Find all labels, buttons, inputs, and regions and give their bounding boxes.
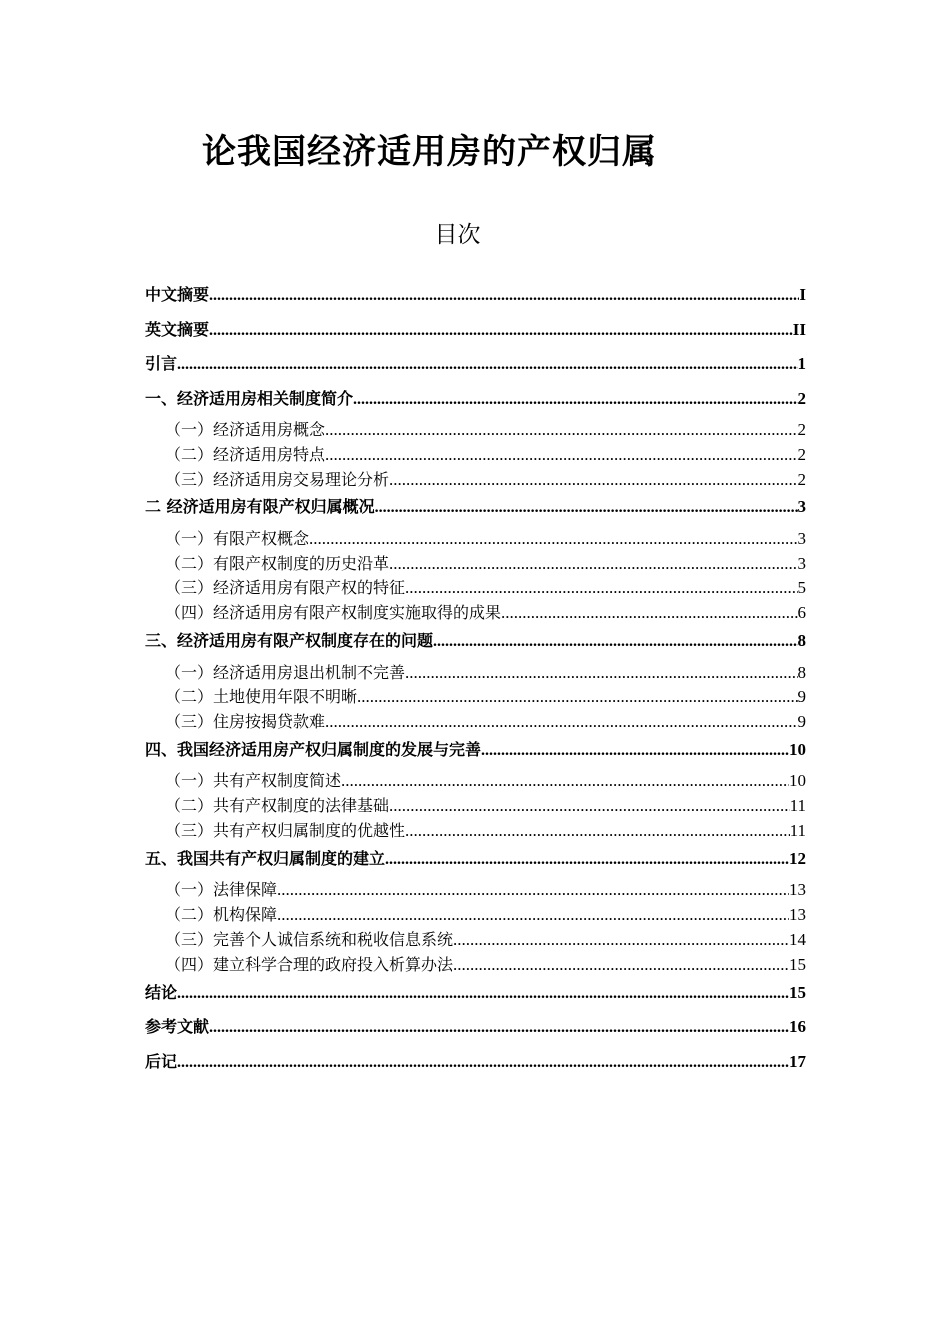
- toc-entry-label: （一）共有产权制度简述: [165, 769, 341, 794]
- toc-leader-dots: [209, 1013, 789, 1043]
- toc-entry-chapter[interactable]: [145, 978, 806, 1013]
- toc-entry-chapter[interactable]: [145, 844, 806, 879]
- toc-entry-section[interactable]: [145, 769, 806, 794]
- toc-entry-page-number: 13: [789, 903, 806, 928]
- toc-entry-page-number: 3: [798, 527, 807, 552]
- toc-entry-page-number: 9: [798, 685, 807, 710]
- toc-leader-dots: [209, 281, 799, 311]
- toc-entry-page-number: 3: [798, 552, 807, 577]
- toc-entry-page-number: 10: [789, 735, 806, 765]
- toc-entry-label: （二）经济适用房特点: [165, 443, 325, 468]
- toc-entry-label: （一）经济适用房概念: [165, 418, 325, 443]
- toc-entry-section[interactable]: [145, 418, 806, 443]
- toc-leader-dots: [209, 316, 793, 346]
- toc-leader-dots: [453, 953, 789, 978]
- toc-leader-dots: [177, 1048, 789, 1078]
- toc-leader-dots: [325, 443, 797, 468]
- toc-entry-label: 参考文献: [145, 1012, 209, 1042]
- toc-entry-label: 一、经济适用房相关制度简介: [145, 384, 353, 414]
- toc-entry-label: 中文摘要: [145, 280, 209, 310]
- toc-entry-section[interactable]: [145, 443, 806, 468]
- toc-entry-section[interactable]: [145, 601, 806, 626]
- toc-entry-label: 英文摘要: [145, 315, 209, 345]
- toc-entry-page-number: 8: [798, 626, 807, 656]
- toc-entry-page-number: 3: [798, 492, 807, 522]
- toc-leader-dots: [405, 576, 797, 601]
- toc-entry-section[interactable]: [145, 576, 806, 601]
- toc-leader-dots: [405, 661, 797, 686]
- toc-entry-page-number: 16: [789, 1012, 806, 1042]
- toc-entry-chapter[interactable]: [145, 1012, 806, 1047]
- toc-leader-dots: [277, 903, 789, 928]
- toc-entry-chapter[interactable]: [145, 349, 806, 384]
- toc-entry-label: （一）经济适用房退出机制不完善: [165, 661, 405, 686]
- toc-entry-page-number: 5: [798, 576, 807, 601]
- toc-heading: 目次: [434, 222, 481, 248]
- toc-entry-page-number: 2: [798, 443, 807, 468]
- toc-leader-dots: [277, 878, 789, 903]
- toc-leader-dots: [389, 468, 797, 493]
- toc-leader-dots: [385, 845, 789, 875]
- toc-leader-dots: [433, 627, 797, 657]
- toc-leader-dots: [501, 601, 797, 626]
- toc-leader-dots: [375, 493, 798, 523]
- toc-entry-page-number: 6: [798, 601, 807, 626]
- toc-leader-dots: [389, 552, 797, 577]
- toc-entry-page-number: 9: [798, 710, 807, 735]
- toc-leader-dots: [353, 385, 797, 415]
- document-title: 论我国经济适用房的产权归属: [202, 132, 657, 172]
- toc-entry-label: （二）土地使用年限不明晰: [165, 685, 357, 710]
- toc-entry-page-number: 13: [789, 878, 806, 903]
- toc-entry-page-number: 2: [798, 418, 807, 443]
- toc-entry-label: （一）有限产权概念: [165, 527, 309, 552]
- toc-entry-section[interactable]: [145, 953, 806, 978]
- toc-entry-label: 结论: [145, 978, 177, 1008]
- toc-entry-page-number: 8: [798, 661, 807, 686]
- toc-entry-page-number: 2: [798, 468, 807, 493]
- toc-entry-label: （二）共有产权制度的法律基础: [165, 794, 389, 819]
- toc-entry-page-number: I: [799, 280, 806, 310]
- toc-entry-label: （一）法律保障: [165, 878, 277, 903]
- toc-entry-page-number: II: [793, 315, 806, 345]
- toc-leader-dots: [389, 794, 790, 819]
- table-of-contents: [145, 280, 806, 1081]
- toc-leader-dots: [405, 819, 790, 844]
- toc-entry-section[interactable]: [145, 794, 806, 819]
- toc-entry-label: 后记: [145, 1047, 177, 1077]
- toc-entry-section[interactable]: [145, 468, 806, 493]
- toc-entry-label: （三）经济适用房有限产权的特征: [165, 576, 405, 601]
- toc-entry-section[interactable]: [145, 928, 806, 953]
- toc-entry-label: 引言: [145, 349, 177, 379]
- toc-leader-dots: [341, 769, 789, 794]
- toc-entry-label: 五、我国共有产权归属制度的建立: [145, 844, 385, 874]
- toc-entry-section[interactable]: [145, 710, 806, 735]
- toc-entry-label: （四）经济适用房有限产权制度实施取得的成果: [165, 601, 501, 626]
- toc-entry-page-number: 10: [789, 769, 806, 794]
- toc-leader-dots: [177, 350, 797, 380]
- toc-entry-section[interactable]: [145, 685, 806, 710]
- toc-entry-section[interactable]: [145, 903, 806, 928]
- toc-entry-chapter[interactable]: [145, 1047, 806, 1082]
- toc-leader-dots: [357, 685, 797, 710]
- toc-entry-chapter[interactable]: [145, 384, 806, 419]
- toc-entry-label: 三、经济适用房有限产权制度存在的问题: [145, 626, 433, 656]
- toc-entry-label: 二 经济适用房有限产权归属概况: [145, 492, 375, 522]
- toc-entry-label: （三）共有产权归属制度的优越性: [165, 819, 405, 844]
- toc-entry-section[interactable]: [145, 661, 806, 686]
- toc-entry-section[interactable]: [145, 552, 806, 577]
- toc-entry-label: （三）住房按揭贷款难: [165, 710, 325, 735]
- toc-entry-chapter[interactable]: [145, 735, 806, 770]
- toc-entry-label: （三）经济适用房交易理论分析: [165, 468, 389, 493]
- toc-entry-chapter[interactable]: [145, 492, 806, 527]
- toc-entry-label: （二）机构保障: [165, 903, 277, 928]
- toc-leader-dots: [453, 928, 789, 953]
- toc-leader-dots: [481, 736, 789, 766]
- toc-entry-page-number: 15: [789, 953, 806, 978]
- toc-entry-page-number: 14: [789, 928, 806, 953]
- toc-entry-page-number: 11: [790, 794, 806, 819]
- toc-entry-section[interactable]: [145, 878, 806, 903]
- toc-leader-dots: [325, 710, 797, 735]
- toc-entry-page-number: 1: [798, 349, 807, 379]
- toc-entry-label: 四、我国经济适用房产权归属制度的发展与完善: [145, 735, 481, 765]
- toc-entry-label: （三）完善个人诚信系统和税收信息系统: [165, 928, 453, 953]
- toc-leader-dots: [177, 979, 789, 1009]
- toc-entry-page-number: 12: [789, 844, 806, 874]
- toc-entry-label: （二）有限产权制度的历史沿革: [165, 552, 389, 577]
- toc-entry-page-number: 15: [789, 978, 806, 1008]
- toc-entry-chapter[interactable]: [145, 315, 806, 350]
- toc-entry-section[interactable]: [145, 819, 806, 844]
- toc-entry-label: （四）建立科学合理的政府投入析算办法: [165, 953, 453, 978]
- toc-leader-dots: [325, 418, 797, 443]
- toc-entry-page-number: 2: [798, 384, 807, 414]
- toc-entry-page-number: 11: [790, 819, 806, 844]
- toc-entry-chapter[interactable]: [145, 626, 806, 661]
- toc-leader-dots: [309, 527, 797, 552]
- toc-entry-section[interactable]: [145, 527, 806, 552]
- toc-entry-page-number: 17: [789, 1047, 806, 1077]
- toc-entry-chapter[interactable]: [145, 280, 806, 315]
